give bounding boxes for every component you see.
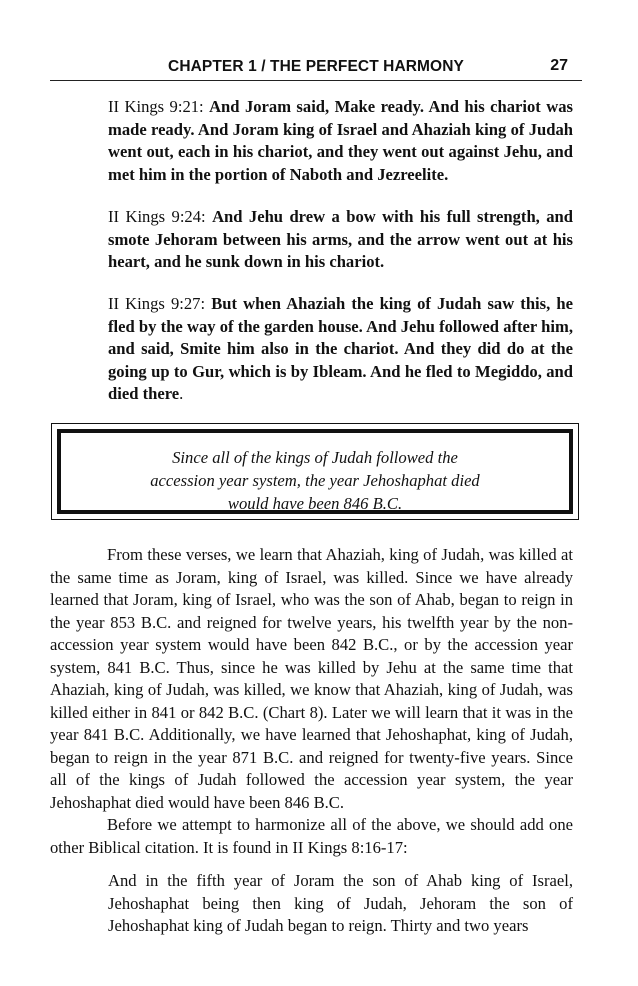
- page-number: 27: [550, 57, 568, 74]
- pull-quote-box: [51, 423, 579, 520]
- scripture-quote-3: [108, 293, 573, 406]
- pull-quote-line: would have been 846 B.C.: [227, 494, 403, 513]
- pull-quote-line: Since all of the kings of Judah followed the: [172, 448, 458, 467]
- scripture-quote-2: [108, 206, 573, 274]
- quote-text: And Jehu drew a bow with his full strength, and smote Jehoram between his arms, and the arrow went out at his heart, and he sunk down in his chariot.: [108, 207, 574, 271]
- pull-quote-line: accession year system, the year Jehoshaphat died: [150, 471, 480, 490]
- quote-text: But when Ahaziah the king of Judah saw this, he fled by the way of the garden house. And Jehu followed after him, and said, Smite him also in the chariot. And they did do at the going up to Gur, which is by Ibleam. And he fled to Megiddo, and died there: [108, 294, 574, 403]
- quote-reference: II Kings 9:24:: [108, 207, 206, 226]
- scripture-quote-1: [108, 96, 573, 186]
- quote-text: And Joram said, Make ready. And his chariot was made ready. And Joram king of Israel and Ahaziah king of Judah went out, each in his chariot, and they went out against Jehu, and met him in the portion of Naboth and Jezreelite.: [108, 97, 573, 184]
- scripture-quote-4: And in the fifth year of Joram the son of Ahab king of Israel, Jehoshaphat being then king of Judah, Jehoram the son of Jehoshaphat king of Judah began to reign. Thirty and two years: [108, 871, 573, 935]
- running-header: [50, 54, 582, 80]
- quote-reference: II Kings 9:21:: [108, 97, 204, 116]
- chapter-title: CHAPTER 1 / THE PERFECT HARMONY: [168, 58, 464, 75]
- header-rule: [50, 80, 582, 81]
- quote-reference: II Kings 9:27:: [108, 294, 206, 313]
- quote-trailing-punctuation: .: [179, 384, 184, 403]
- body-paragraph-1: From these verses, we learn that Ahaziah, king of Judah, was killed at the same time as Joram, king of Israel, was killed. Since we have already learned that Joram, king of Israel, who was the son of Ahab, began to reign in the year 853 B.C. and reigned for twelve years, his twelfth year by the non-accession year system would have been 842 B.C., or by the accession year system, 841 B.C. Thus, since he was killed by Jehu at the same time that Ahaziah, king of Judah, was killed, we know that Ahaziah, king of Judah, was killed either in 841 or 842 B.C. (Chart 8). Later we will learn that it was in the year 841 B.C. Additionally, we have learned that Jehoshaphat, king of Judah, began to reign in the year 871 B.C. and reigned for twenty-five years. Since all of the kings of Judah followed the accession year system, the year Jehoshaphat died would have been 846 B.C.: [50, 545, 573, 812]
- body-text: [50, 544, 573, 859]
- body-paragraph-2: Before we attempt to harmonize all of the above, we should add one other Biblical citation. It is found in II Kings 8:16-17:: [50, 815, 573, 857]
- pull-quote-text: [61, 446, 569, 515]
- pull-quote-inner-border: [57, 429, 573, 514]
